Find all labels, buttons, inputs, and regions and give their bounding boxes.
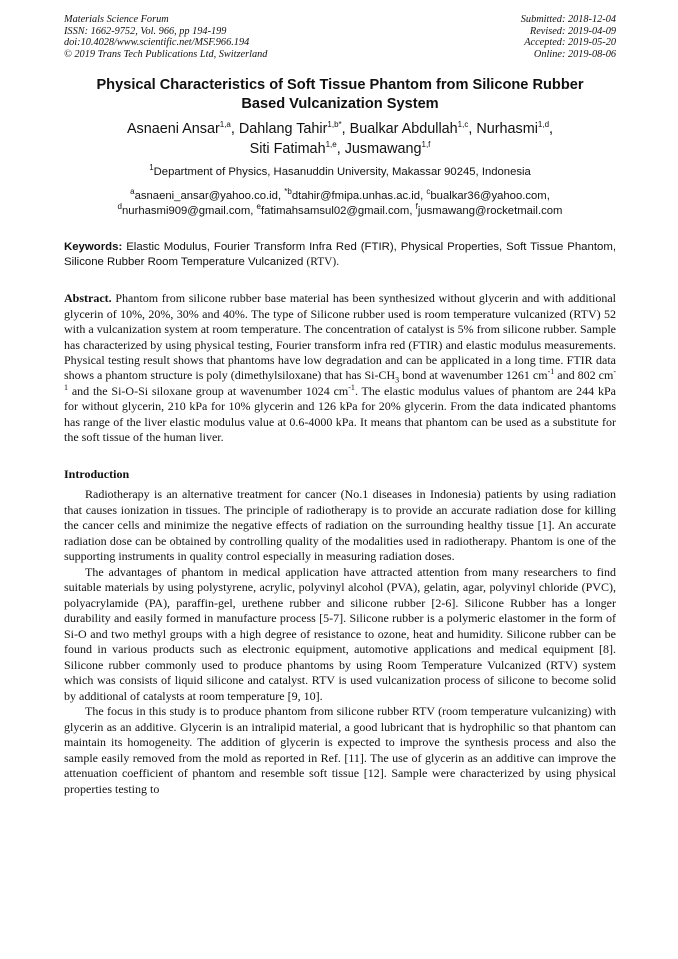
abstract-label: Abstract. xyxy=(64,291,112,306)
date-accepted: Accepted: 2019-05-20 xyxy=(524,37,616,49)
author-sup: 1,c xyxy=(457,120,469,130)
date-submitted: Submitted: 2018-12-04 xyxy=(520,14,616,25)
author-emails xyxy=(64,189,616,218)
intro-paragraph-1: Radiotherapy is an alternative treatment for cancer (No.1 diseases in Indonesia) patients by using radiation that causes ionization in tissues. The principle of radiotherapy is to provide an accurate radiation dose for killing the cancer cells and minimize the negative effects of radiation on the surrounding healthy tissue [1]. An accurate radiation dose can be obtained by controlling quality of the modalities used in radiotherapy. Phantom is one of the supporting instruments in quality control especially in measuring radiation doses. xyxy=(64,487,616,564)
section-heading-introduction: Introduction xyxy=(64,467,130,482)
keywords-label: Keywords: xyxy=(64,241,123,254)
abstract-sup: -1 xyxy=(547,367,555,377)
author-sup: 1,b* xyxy=(327,120,342,130)
intro-paragraph-2: The advantages of phantom in medical application have attracted attention from many researchers to find suitable materials by using polystyrene, acrylic, polyvinyl alcohol (PVA), gelatin, agar, polyvinyl chloride (PVC), polyacrylamide (PA), paraffin-gel, urethene rubber and silicone rubber [2-6]. Silicone Rubber has a longer durability and easily formed in manufacture process [5-7]. Silicone rubber is a polymeric elastomer in the form of Si-O and two methyl groups with a high degree of resistance to ozone, heat and humidity. Silicone rubber can be found in various products such as electronic equipment, automotive applications and medical equipment [8]. Silicone rubber commonly used to produce phantoms by using Room Temperature Vulcanized (RTV) system which was consists of liquid silicone and catalyst. RTV is used vulcanization process of silicone to become solid by additional of catalysts at room temperature [9, 10]. xyxy=(64,564,616,703)
email-sup: c xyxy=(426,187,431,197)
author-name: Jusmawang xyxy=(344,141,422,158)
abstract-text: Phantom from silicone rubber base material has been synthesized without glycerin and with additional glycerin of 10%, 20%, 30% and 40%. The type of Silicone rubber used is room temperature vulcanized (RTV) 52 with a vulcanization system at room temperature. The concentration of catalyst is 5% from silicone rubber. Sample has characterized by using physical testing, Fourier transform infra red (FTIR) and elastic modulus measurements. Physical testing result shows that phantoms have low degradation and can be applicated in a long time. FTIR data shows a phantom structure is poly (dimethylsiloxane) that has Si-CH xyxy=(64,291,616,383)
author-list xyxy=(64,119,616,159)
email-f[interactable]: jusmawang@rocketmail.com xyxy=(417,204,563,217)
abstract-text: and 802 cm xyxy=(554,368,614,383)
affiliation-sup: 1 xyxy=(149,163,154,173)
journal-name: Materials Science Forum xyxy=(64,14,169,25)
email-d[interactable]: nurhasmi909@gmail.com, xyxy=(122,204,254,217)
author-sup: 1,a xyxy=(219,120,231,130)
intro-paragraph-3: The focus in this study is to produce phantom from silicone rubber RTV (room temperature vulcanizing) with glycerin as an additive. Glycerin is an intralipid material, a good lubricant that is hydrophilic so that phantom can maintain its homogeneity. The addition of glycerin is expected to improve the synthesis process and also the sample easily removed from the mold as reported in Ref. [11]. The use of glycerin as an additive can improve the attenuation coefficient of phantom and resemble soft tissue [12]. Sample were characterized by using physical properties testing to xyxy=(64,704,616,796)
journal-header xyxy=(64,14,616,60)
email-line-2 xyxy=(64,204,616,219)
email-b[interactable]: dtahir@fmipa.unhas.ac.id, xyxy=(291,190,424,203)
email-sup: *b xyxy=(284,187,292,197)
author-sup: 1,d xyxy=(537,120,550,130)
email-c[interactable]: bualkar36@yahoo.com, xyxy=(430,190,550,203)
journal-issn: ISSN: 1662-9752, Vol. 966, pp 194-199 xyxy=(64,25,227,37)
affiliation xyxy=(64,165,616,179)
keywords xyxy=(64,240,616,270)
author-name: Siti Fatimah xyxy=(249,141,326,158)
email-e[interactable]: fatimahsamsul02@gmail.com, xyxy=(261,204,413,217)
email-sup: e xyxy=(256,202,261,212)
abstract-text: bond at wavenumber 1261 cm xyxy=(399,368,548,383)
email-sup: a xyxy=(130,187,135,197)
title-line-1: Physical Characteristics of Soft Tissue Phantom from Silicone Rubber xyxy=(96,77,584,94)
abstract xyxy=(64,291,616,445)
abstract-text: . The elastic modulus values of phantom are 244 kPa for without glycerin, 210 kPa for 10% glycerin and 126 kPa for 20% glycerin. From the data indicated phantoms has range of the liver elastic modulus value at 0.6-4000 kPa. It means that phantom can be used as a substitute for the soft tissue of the human liver. xyxy=(64,383,616,445)
author-name: Dahlang Tahir xyxy=(238,121,328,138)
date-revised: Revised: 2019-04-09 xyxy=(529,25,616,37)
journal-copyright: © 2019 Trans Tech Publications Ltd, Switzerland xyxy=(64,48,268,60)
journal-doi: doi:10.4028/www.scientific.net/MSF.966.194 xyxy=(64,37,250,49)
email-line-1 xyxy=(64,189,616,204)
paper-title xyxy=(64,76,616,114)
title-line-2: Based Vulcanization System xyxy=(241,96,439,113)
author-name: Asnaeni Ansar xyxy=(126,121,220,138)
keywords-tail: (RTV). xyxy=(306,256,340,269)
keywords-text: Elastic Modulus, Fourier Transform Infra Red (FTIR), Physical Properties, Soft Tissue Phantom, Silicone Rubber Room Temperature Vulcanized xyxy=(64,241,617,269)
abstract-sup: -1 xyxy=(64,367,616,392)
author-name: Nurhasmi xyxy=(476,121,538,138)
abstract-sup: -1 xyxy=(348,382,355,392)
email-sup: d xyxy=(117,202,122,212)
author-line-1: Asnaeni Ansar$^{1,a}$, Dahlang Tahir$^{1,b*}$, Bualkar Abdullah$^{1,c}$, Nurhasmi$^{1,d}$, xyxy=(126,120,554,138)
author-sup: 1,e xyxy=(325,140,337,150)
author-name: Bualkar Abdullah xyxy=(349,121,458,138)
date-online: Online: 2019-08-06 xyxy=(533,48,616,60)
abstract-text: and the Si-O-Si siloxane group at wavenumber 1024 cm xyxy=(68,383,349,398)
journal-info xyxy=(64,14,267,60)
author-line-2: Siti Fatimah$^{1,e}$, Jusmawang$^{1,f}$ xyxy=(249,140,431,158)
email-sup: f xyxy=(415,202,418,212)
email-a[interactable]: asnaeni_ansar@yahoo.co.id, xyxy=(134,190,282,203)
affiliation-text: Department of Physics, Hasanuddin University, Makassar 90245, Indonesia xyxy=(153,166,531,179)
publication-dates xyxy=(521,14,616,60)
author-sup: 1,f xyxy=(421,140,431,150)
abstract-sub: 3 xyxy=(395,375,400,385)
